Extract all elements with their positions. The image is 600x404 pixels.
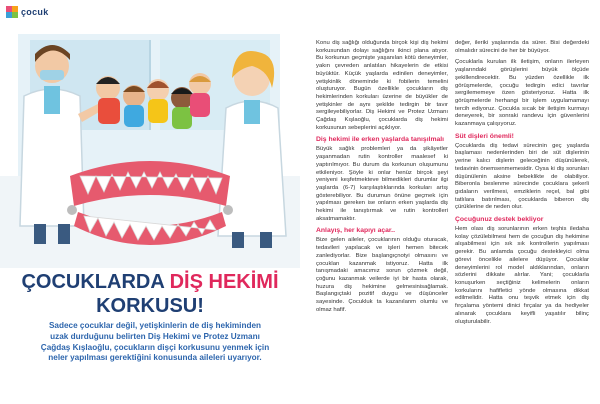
article-column-right (455, 40, 589, 330)
column-b-heading-2: Çocuğunuz destek bekliyor (455, 216, 544, 224)
column-a-paragraph-1: Konu diş sağlığı olduğunda birçok kişi diş hekimi korkusundan dolayı sağlığını ikinci plana atıyor. Bu korkunun geçmişte yaşanılan kötü deneyimler, yakın çevreden anlatılan hikayelerin de etkisi büyüktür. Küçük yaşlarda edinilen deneyimler, yetişkinlik döneminde ki fobilerin temelini oluşturuyor. Bugün özellikle çocukların diş hekimlerinden korkuları üzerine de büyükler de yetişkinler de aynı şekilde tedirgin bir tavır sergileyebiliyorlar. Diş Hekimi ve Protez Uzmanı Çağdaş Kışlaoğlu, çocuklarda diş hekimi korkusunun sebeplerini açıklıyor. (316, 40, 448, 131)
column-b-paragraph-3: Çocuklarda diş tedavi sürecinin geç yaşlarda başlaması nedenlerinden biri de süt dişlerinin yerine kalıcı dişlerin geleceğinin düşünülerek, tedavinin önemsenmemesidir. Oysa ki diş sorunları düşünülenin aksine bebeklikte de olabiliyor. Biberonla beslenme sürecinde çocuklara şekerli gıdaların verilmesi, emziklerin reçel, bal gibi tatlılara batırılması, çocuklarda biberon diş çürüklerine de neden olur. (455, 142, 589, 211)
column-a-paragraph-2: Büyük sağlık problemleri ya da şikâyetler yaşanmadan rutin kontroller maalesef ki yaptırılmıyor. Bu durum da korkunun oluşumunu etkileniyor. Şöyle ki onlar henüz birçok şeyi yeniyeni keşfetmekteve bilmedikleri durumlar ilgi yaşlarda (6-7) karşılaştıklarında korkuları artış gösterebiliyor. Bu durumun önüne geçmek için yapılması gereken ise onların erken yaşlarda diş hekimi ile tanıştırmak ve rutin kontrolleri aksatmamaktır. (316, 146, 448, 222)
logo-text: çocuk (21, 7, 49, 17)
title-part-1: ÇOCUKLARDA (21, 271, 170, 293)
column-a-heading-1: Diş hekimi ile erken yaşlarda tanışılmalı (316, 136, 445, 144)
article-title (0, 270, 300, 318)
column-b-paragraph-1: değer, ileriki yaşlarında da sürer. Bisi değerdeki olmalıdır sürecini de her bir büyüyor. (455, 40, 589, 54)
logo-mark-icon (6, 6, 18, 18)
column-a-paragraph-3: Bize gelen aileler, çocuklarının olduğu oturacak, tedavileri yapılacak ve işleri hemen bitecek zanlediyorlar. Bize başlangıçnotyi olmasını ve çocukları kazanmak istiyoruz. Hatta ilk tanışmadaki amacımız sorun çözmek değil, çoğunu kazanmak veilerde iyi bir hasta olarak, huzura diş hekimine gelmesinisağlamak. Başlangıçtaki pozitif duygu ve düşünceler sayesinde. Çocukluk ta kazanılanm olumlu ve olmaz hafif. (316, 237, 448, 313)
magazine-logo (6, 6, 49, 18)
article-column-left (316, 40, 448, 319)
dentist-illustration (0, 26, 300, 268)
column-b-heading-1: Süt dişleri önemli! (455, 132, 514, 140)
title-part-2: KORKUSU! (96, 295, 204, 317)
article-lead: Sadece çocuklar değil, yetişkinlerin de diş hekiminden uzak durduğunu belirten Diş Hekimi ve Protez Uzmanı Çağdaş Kışlaoğlu, çocukların dişçi korkusunu yenmek için neler yapılması gerektiğini konusunda aileleri uyarıyor. (40, 321, 270, 363)
column-b-paragraph-4: Hem olası diş sorunlarının erken teşhis iledaha kolay çözülebilmesi hem de çocuğun diş hekimine alışabilmesi için sık sık kontrollerin yapılması gerekir. Bu anlamda çocuğu destekleyici olma görevi öncelikle ailelere düşüyor. Çocuklar deneyimlerini rol model aldıklarından, onların sözlerini dikkate alırlar. Yani; çocuklarla konuşurken seçtiğiniz kelimelerin onların korkularını hafifletici yönde olmasına dikkat edilmelidir. Hatta onu teşvik etmek için diş fırçalama yöntemi dinici fırçalar ya da hediyeler alınarak çocuklara keyifli yaşatılır bilinç oluşturulabilir. (455, 226, 589, 325)
column-b-paragraph-2: Çocuklarla kurulan ilk iletişim, onların ilerleyen yaşlarındaki görüşlerini büyük ölçüde şekillendirecektir. Bu yüzden özellikle ilk görüşmelerde, çocuğu tedirgin edici tavırlar sergilememeye özen gösteriyoruz. Hatta ilk görüşmelerde herhangi bir işlem uygulamamayı tercih ediyoruz. Çocukla sıcak bir iletişim kurmayı deneyerek, bir sonraki randevu için güvenlerini kazanmaya çalışıyoruz. (455, 59, 589, 128)
column-a-heading-2: Anlayış, her kapıyı açar.. (316, 227, 395, 235)
title-accent: DİŞ HEKİMİ (169, 271, 279, 293)
